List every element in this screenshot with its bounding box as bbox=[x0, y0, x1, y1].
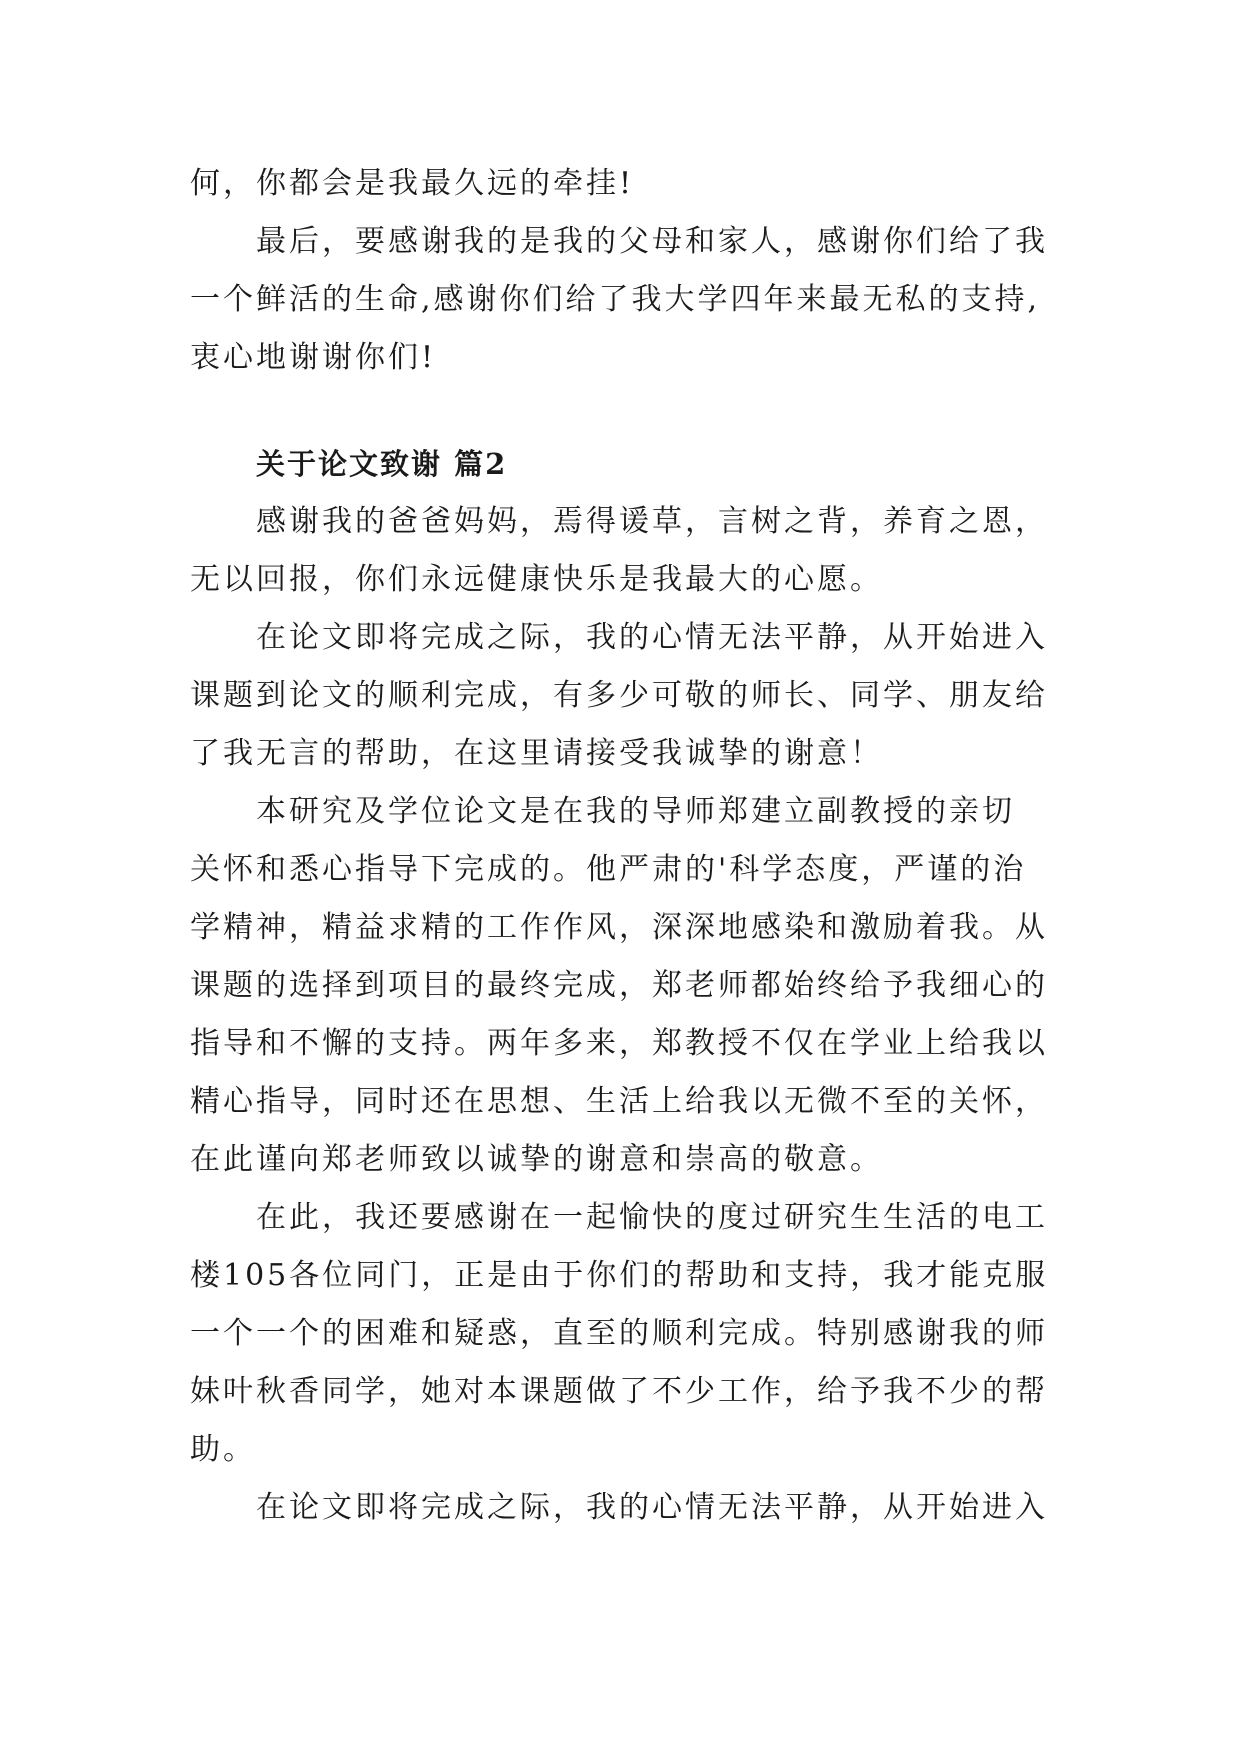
paragraph-closing-start: 在论文即将完成之际，我的心情无法平静，从开始进入 bbox=[256, 1490, 1048, 1525]
paragraph-thanks-family: 最后，要感谢我的是我的父母和家人，感谢你们给了我 一个鲜活的生命,感谢你们给了我大学四年来最无私的支持, 衷心地谢谢你们! bbox=[190, 224, 1048, 375]
paragraph-thanks-teachers: 在论文即将完成之际，我的心情无法平静，从开始进入 课题到论文的顺利完成，有多少可敬的师长、同学、朋友给 了我无言的帮助，在这里请接受我诚挚的谢意！ bbox=[190, 620, 1048, 771]
paragraph-continuation: 何，你都会是我最久远的牵挂! bbox=[190, 166, 635, 201]
paragraph-thanks-parents: 感谢我的爸爸妈妈，焉得谖草，言树之背，养育之恩， 无以回报，你们永远健康快乐是我最大的心愿。 bbox=[190, 504, 1048, 597]
document-body bbox=[190, 155, 1090, 1537]
paragraph-thanks-advisor: 本研究及学位论文是在我的导师郑建立副教授的亲切 关怀和悉心指导下完成的。他严肃的'科学态度，严谨的治 学精神，精益求精的工作作风，深深地感染和激励着我。从 课题的选择到项目的最终完成，郑老师都始终给予我细心的 指导和不懈的支持。两年多来，郑教授不仅在学业上给我以 精心指导，同时还在思想、生活上给我以无微不至的关怀， 在此谨向郑老师致以诚挚的谢意和崇高的敬意。 bbox=[190, 794, 1048, 1177]
section-heading: 关于论文致谢 篇2 bbox=[256, 447, 508, 481]
paragraph-thanks-lab-mates: 在此，我还要感谢在一起愉快的度过研究生生活的电工 楼105各位同门，正是由于你们的帮助和支持，我才能克服 一个一个的困难和疑惑，直至的顺利完成。特别感谢我的师 妹叶秋香同学，她对本课题做了不少工作，给予我不少的帮 助。 bbox=[190, 1200, 1049, 1467]
